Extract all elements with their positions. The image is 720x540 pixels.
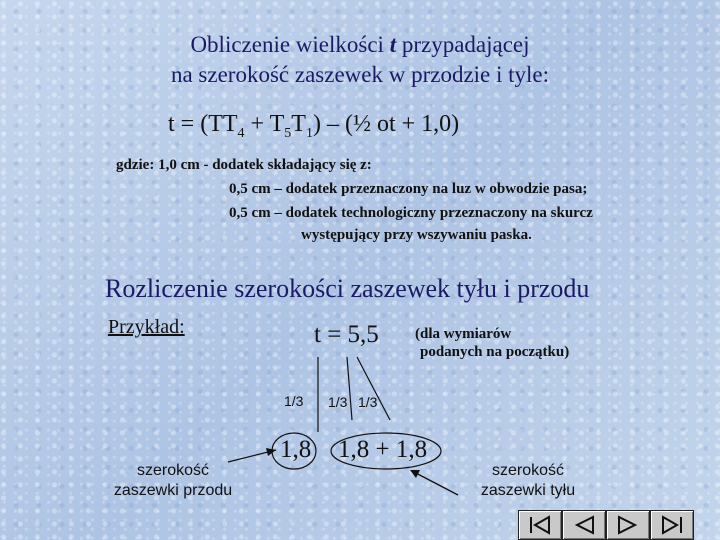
dims-note-2: podanych na początku) (420, 344, 570, 360)
front-value: 1,8 (280, 436, 312, 463)
note-line-3: 0,5 cm – dodatek technologiczny przeznaczony na skurcz (229, 205, 593, 221)
front-label-line2: zaszewki przodu (113, 482, 233, 499)
next-slide-icon (615, 514, 641, 536)
last-slide-icon (659, 514, 685, 536)
formula-subscript: 1 (305, 125, 313, 141)
back-value: 1,8 + 1,8 (338, 436, 428, 463)
front-label (98, 461, 248, 501)
slide-navigation (518, 510, 694, 540)
first-slide-button[interactable] (518, 510, 562, 540)
formula-part: t = (TT (168, 111, 238, 137)
back-label-line1: szerokość (491, 462, 565, 479)
t-value: t = 5,5 (314, 321, 379, 348)
slide-title-line2: na szerokość zaszewek w przodzie i tyle: (170, 62, 550, 87)
title-line1-c: przypadającej (396, 32, 530, 57)
section-title: Rozliczenie szerokości zaszewek tyłu i przodu (105, 274, 590, 303)
note-line-4: występujący przy wszywaniu paska. (301, 227, 532, 243)
formula-part: + T (244, 111, 285, 137)
fraction-1: 1/3 (284, 393, 304, 409)
example-label: Przykład: (108, 316, 185, 338)
first-slide-icon (527, 514, 553, 536)
formula-part: T (291, 111, 306, 137)
previous-slide-button[interactable] (562, 510, 606, 540)
previous-slide-icon (571, 514, 597, 536)
formula-subscript: 4 (237, 125, 245, 141)
fraction-3: 1/3 (358, 394, 378, 410)
back-label-line2: zaszewki tyłu (480, 482, 576, 499)
title-variable-t: t (389, 32, 397, 57)
dims-note-1: (dla wymiarów (415, 326, 512, 342)
front-label-line1: szerokość (136, 462, 210, 479)
title-line1-a: Obliczenie wielkości (190, 32, 390, 57)
note-line-2: 0,5 cm – dodatek przeznaczony na luz w obwodzie pasa; (229, 181, 588, 197)
note-line-1: gdzie: 1,0 cm - dodatek składający się z: (116, 157, 372, 173)
formula-part: ) – (½ ot + 1,0) (312, 111, 460, 137)
fraction-2: 1/3 (328, 394, 348, 410)
last-slide-button[interactable] (650, 510, 694, 540)
formula-subscript: 5 (284, 125, 292, 141)
next-slide-button[interactable] (606, 510, 650, 540)
back-label (458, 461, 598, 501)
